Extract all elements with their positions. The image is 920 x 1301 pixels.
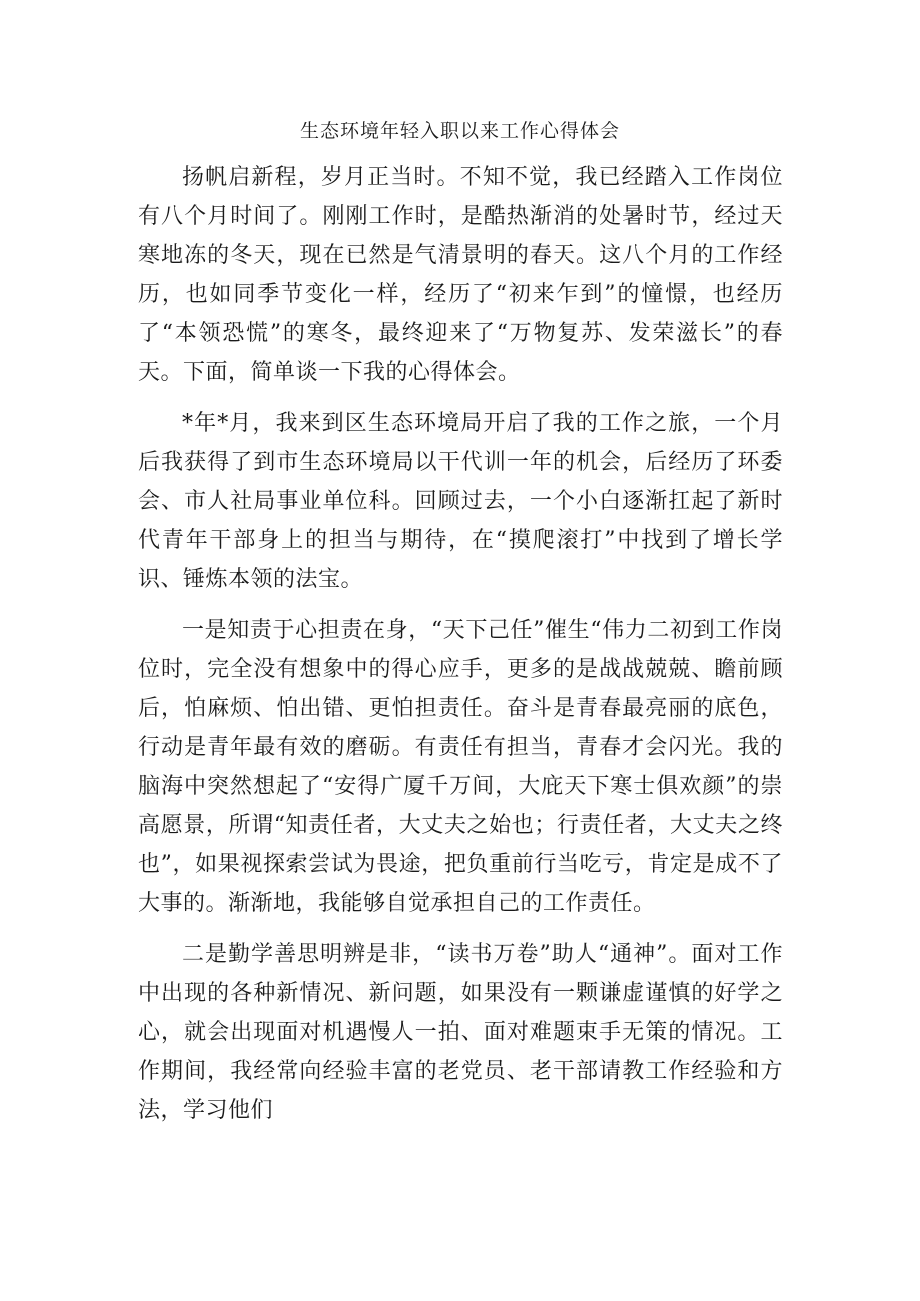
paragraph-point-one: 一是知责于心担责在身，“天下己任”催生“伟力二初到工作岗位时，完全没有想象中的得心应手，更多的是战战兢兢、瞻前顾后，怕麻烦、怕出错、更怕担责任。奋斗是青春最亮丽的底色，行动是青年最有效的磨砺。有责任有担当，青春才会闪光。我的脑海中突然想起了“安得广厦千万间，大庇天下寒士俱欢颜”的崇高愿景，所谓“知责任者，大丈夫之始也；行责任者，大丈夫之终也”，如果视探索尝试为畏途，把负重前行当吃亏，肯定是成不了大事的。渐渐地，我能够自觉承担自己的工作责任。 (138, 618, 783, 916)
document-body (138, 158, 783, 1142)
paragraph-intro: 扬帆启新程，岁月正当时。不知不觉，我已经踏入工作岗位有八个月时间了。刚刚工作时，是酷热渐消的处暑时节，经过天寒地冻的冬天，现在已然是气清景明的春天。这八个月的工作经历，也如同季节变化一样，经历了“初来乍到”的憧憬，也经历了“本领恐慌”的寒冬，最终迎来了“万物复苏、发荣滋长”的春天。下面，简单谈一下我的心得体会。 (138, 165, 783, 385)
document-title: 生态环境年轻入职以来工作心得体会 (299, 120, 620, 142)
paragraph-background: *年*月，我来到区生态环境局开启了我的工作之旅，一个月后我获得了到市生态环境局以干代训一年的机会，后经历了环委会、市人社局事业单位科。回顾过去，一个小白逐渐扛起了新时代青年干部身上的担当与期待，在“摸爬滚打”中找到了增长学识、锤炼本领的法宝。 (138, 411, 783, 592)
paragraph-point-two: 二是勤学善思明辨是非，“读书万卷”助人“通神”。面对工作中出现的各种新情况、新问题，如果没有一颗谦虚谨慎的好学之心，就会出现面对机遇慢人一拍、面对难题束手无策的情况。工作期间，我经常向经验丰富的老党员、老干部请教工作经验和方法，学习他们 (138, 942, 783, 1123)
